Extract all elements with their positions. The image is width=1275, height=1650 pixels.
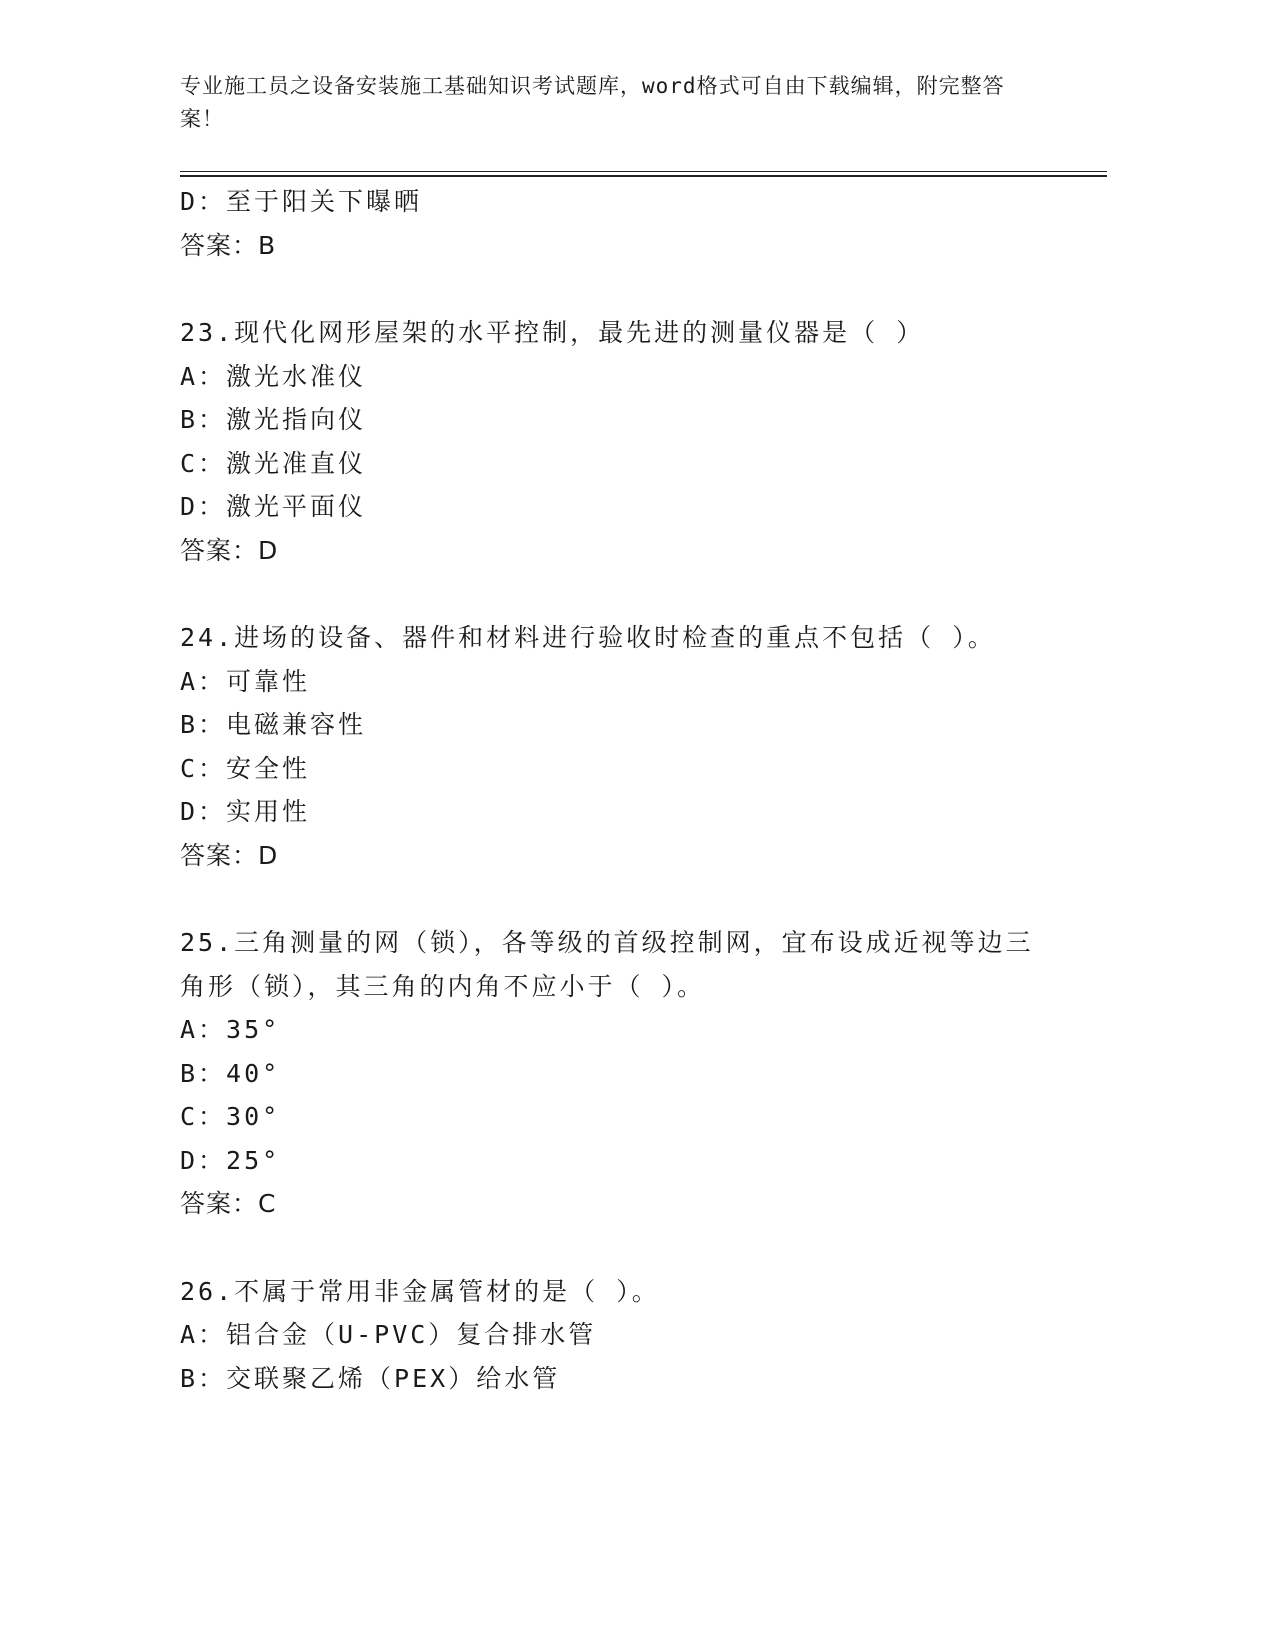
option-d: D：25° bbox=[180, 1145, 281, 1175]
previous-question-tail bbox=[180, 180, 1080, 267]
header-divider-thin bbox=[180, 171, 1107, 172]
question-24 bbox=[180, 616, 1080, 877]
question-text: 25.三角测量的网（锁），各等级的首级控制网，宜布设成近视等边三角形（锁），其三角的内角不应小于（ ）。 bbox=[180, 928, 1034, 1001]
question-text: 24.进场的设备、器件和材料进行验收时检查的重点不包括（ ）。 bbox=[180, 623, 996, 652]
question-26 bbox=[180, 1270, 1080, 1401]
question-text: 23.现代化网形屋架的水平控制，最先进的测量仪器是（ ） bbox=[180, 318, 925, 347]
option-a: A：铝合金（U-PVC）复合排水管 bbox=[180, 1320, 597, 1349]
answer-line: 答案：C bbox=[180, 1189, 277, 1218]
document-header bbox=[180, 70, 1030, 136]
option-a: A：激光水准仪 bbox=[180, 361, 367, 391]
option-d: D：至于阳关下曝晒 bbox=[180, 187, 423, 216]
option-d: D：实用性 bbox=[180, 797, 311, 826]
question-25 bbox=[180, 921, 1080, 1226]
spacer bbox=[180, 267, 1080, 311]
spacer bbox=[180, 877, 1080, 921]
question-23 bbox=[180, 311, 1080, 572]
question-list bbox=[180, 180, 1080, 1400]
option-c: C：激光准直仪 bbox=[180, 448, 367, 478]
answer-line: 答案：D bbox=[180, 535, 279, 565]
question-text: 26.不属于常用非金属管材的是（ ）。 bbox=[180, 1276, 660, 1306]
option-b: B：激光指向仪 bbox=[180, 405, 367, 434]
option-a: A：可靠性 bbox=[180, 666, 311, 696]
option-d: D：激光平面仪 bbox=[180, 492, 367, 521]
option-b: B：40° bbox=[180, 1058, 281, 1088]
option-c: C：安全性 bbox=[180, 753, 311, 783]
option-c: C：30° bbox=[180, 1102, 281, 1131]
answer-line: 答案：B bbox=[180, 230, 277, 260]
option-b: B：交联聚乙烯（PEX）给水管 bbox=[180, 1363, 561, 1393]
answer-line: 答案：D bbox=[180, 840, 279, 870]
option-a: A：35° bbox=[180, 1015, 281, 1044]
spacer bbox=[180, 1226, 1080, 1270]
spacer bbox=[180, 572, 1080, 616]
option-b: B：电磁兼容性 bbox=[180, 710, 367, 739]
header-divider-thick bbox=[180, 175, 1107, 177]
header-text: 专业施工员之设备安装施工基础知识考试题库，word格式可自由下载编辑，附完整答案！ bbox=[180, 74, 1005, 131]
